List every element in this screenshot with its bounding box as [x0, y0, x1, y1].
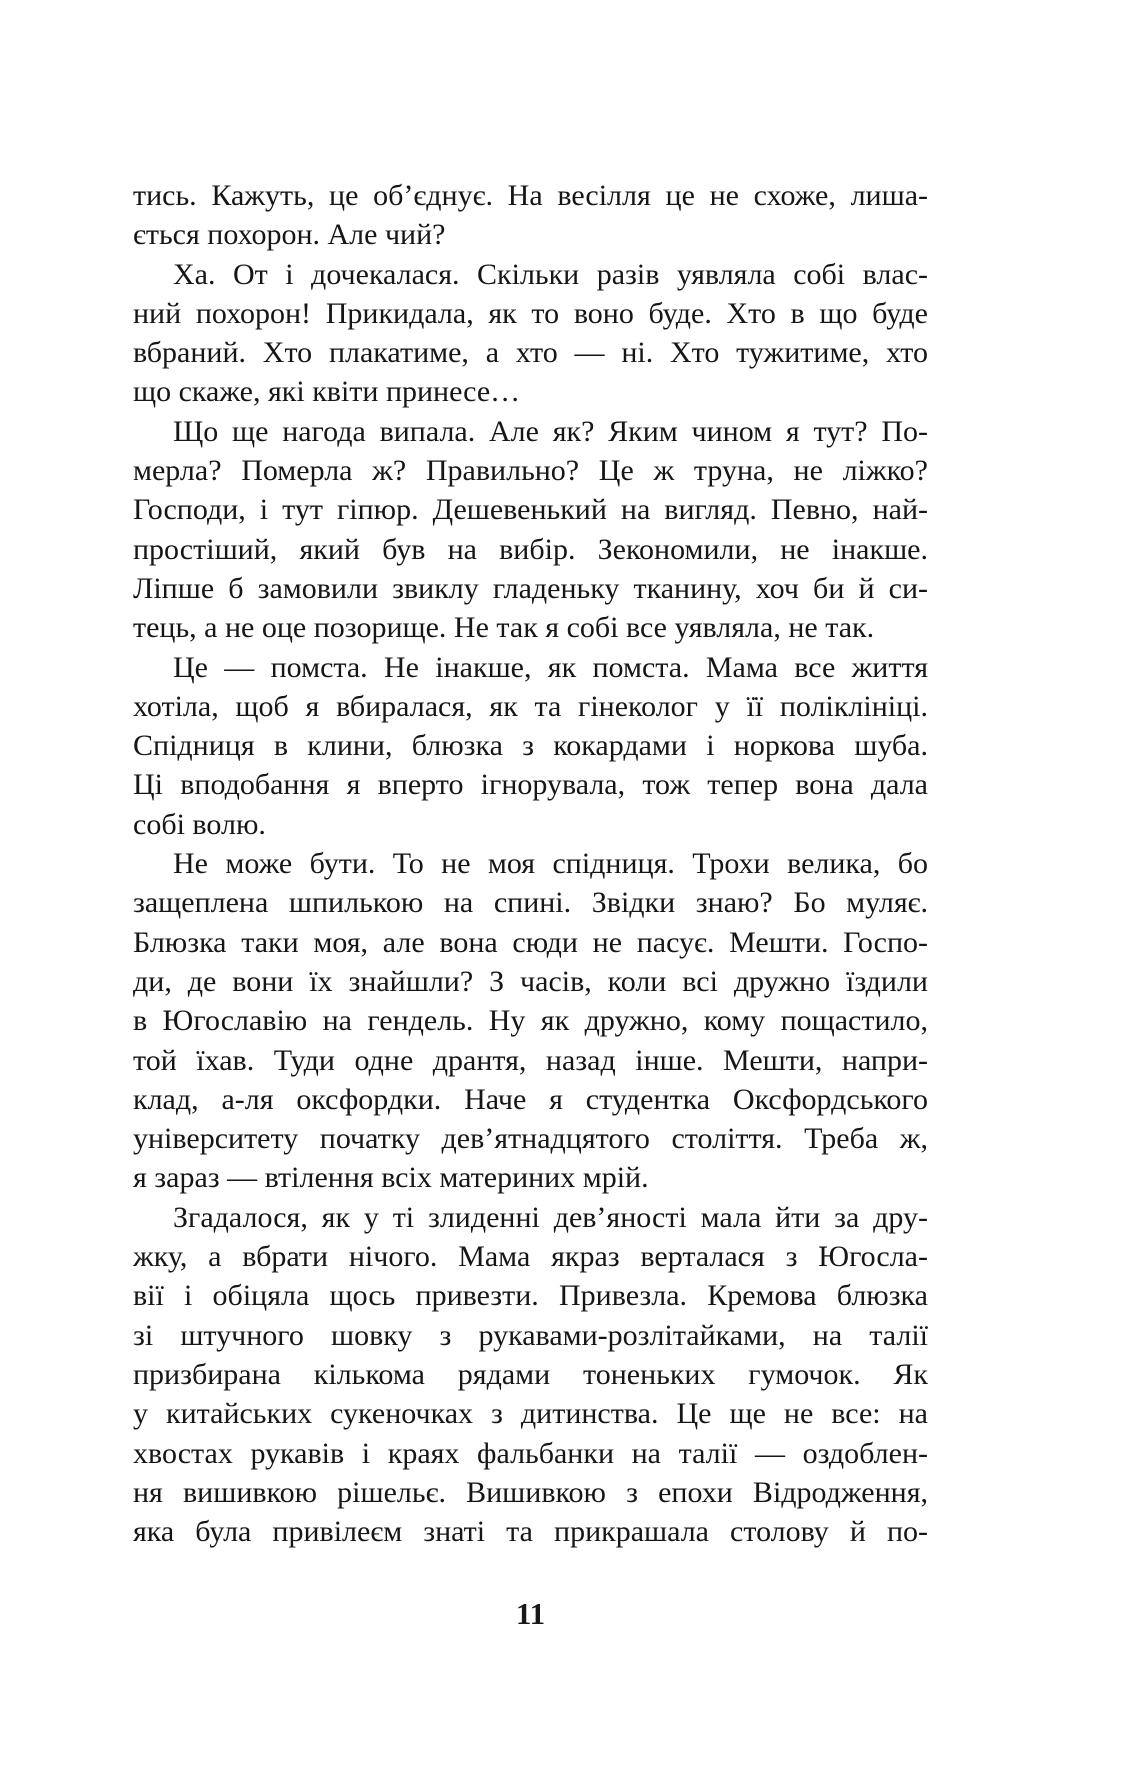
text-line: ди, де вони їх знайшли? З часів, коли всі дружно їздили	[133, 964, 928, 998]
text-line: Не може бути. То не моя спідниця. Трохи велика, бо	[173, 847, 928, 881]
text-line: в Югославію на гендель. Ну як дружно, кому пощастило,	[133, 1004, 928, 1038]
page-footer	[133, 1598, 928, 1629]
text-line: защеплена шпилькою на спині. Звідки знаю? Бо муляє.	[133, 886, 928, 920]
text-line: той їхав. Туди одне дрантя, назад інше. Мешти, напри-	[133, 1043, 928, 1077]
text-line: собі волю.	[133, 807, 266, 841]
paragraph	[133, 1198, 928, 1552]
text-line: Спідниця в клини, блюзка з кокардами і норкова шуба.	[133, 729, 928, 763]
text-line: хвостах рукавів і краях фальбанки на талії — оздоблен-	[133, 1436, 928, 1470]
text-line: вбраний. Хто плакатиме, а хто — ні. Хто тужитиме, хто	[133, 336, 928, 370]
text-line: Ха. От і дочекалася. Скільки разів уявляла собі влас-	[173, 257, 928, 291]
text-line: ється похорон. Але чий?	[133, 218, 446, 252]
page-number: 11	[515, 1596, 546, 1631]
text-line: тись. Кажуть, це об’єднує. На весілля це не схоже, лиша-	[133, 179, 928, 212]
text-line: клад, а-ля оксфордки. Наче я студентка Оксфордського	[133, 1082, 928, 1116]
text-line: у китайських сукеночках з дитинства. Це ще не все: на	[133, 1397, 928, 1431]
text-line: Ці вподобання я вперто ігнорувала, тож тепер вона дала	[133, 768, 928, 802]
page-text	[133, 176, 928, 1551]
text-line: університету початку дев’ятнадцятого століття. Треба ж,	[133, 1122, 928, 1156]
text-line: я зараз — втілення всіх материних мрій.	[133, 1161, 649, 1195]
text-line: Господи, і тут гіпюр. Дешевенький на вигляд. Певно, най-	[133, 493, 928, 527]
paragraph	[133, 844, 928, 1198]
text-line: тець, а не оце позорище. Не так я собі все уявляла, не так.	[133, 611, 875, 645]
text-line: ний похорон! Прикидала, як то воно буде. Хто в що буде	[133, 296, 928, 330]
text-line: вії і обіцяла щось привезти. Привезла. Кремова блюзка	[133, 1279, 928, 1313]
text-line: мерла? Померла ж? Правильно? Це ж труна, не ліжко?	[133, 454, 928, 488]
text-line: Це — помста. Не інакше, як помста. Мама все життя	[173, 650, 928, 684]
text-line: Згадалося, як у ті злиденні дев’яності мала йти за дру-	[173, 1200, 928, 1234]
paragraph	[133, 648, 928, 844]
text-line: хотіла, щоб я вбиралася, як та гінеколог у її поліклініці.	[133, 689, 928, 723]
text-line: простіший, який був на вибір. Зекономили, не інакше.	[133, 532, 928, 566]
text-line: яка була привілеєм знаті та прикрашала столову й по-	[133, 1515, 928, 1549]
text-line: жку, а вбрати нічого. Мама якраз верталася з Югосла-	[133, 1240, 928, 1274]
paragraph	[133, 255, 928, 412]
text-line: призбирана кількома рядами тоненьких гумочок. Як	[133, 1357, 928, 1391]
paragraph	[133, 176, 928, 255]
text-line: що скаже, які квіти принесе…	[133, 375, 521, 409]
text-line: ня вишивкою рішельє. Вишивкою з епохи Відродження,	[133, 1475, 928, 1509]
text-line: Що ще нагода випала. Але як? Яким чином я тут? По-	[173, 414, 928, 448]
text-line: Ліпше б замовили звиклу гладеньку тканину, хоч би й си-	[133, 571, 928, 605]
paragraph	[133, 412, 928, 648]
text-line: зі штучного шовку з рукавами-розлітайками, на талії	[133, 1318, 928, 1352]
text-line: Блюзка таки моя, але вона сюди не пасує. Мешти. Госпо-	[133, 925, 928, 959]
